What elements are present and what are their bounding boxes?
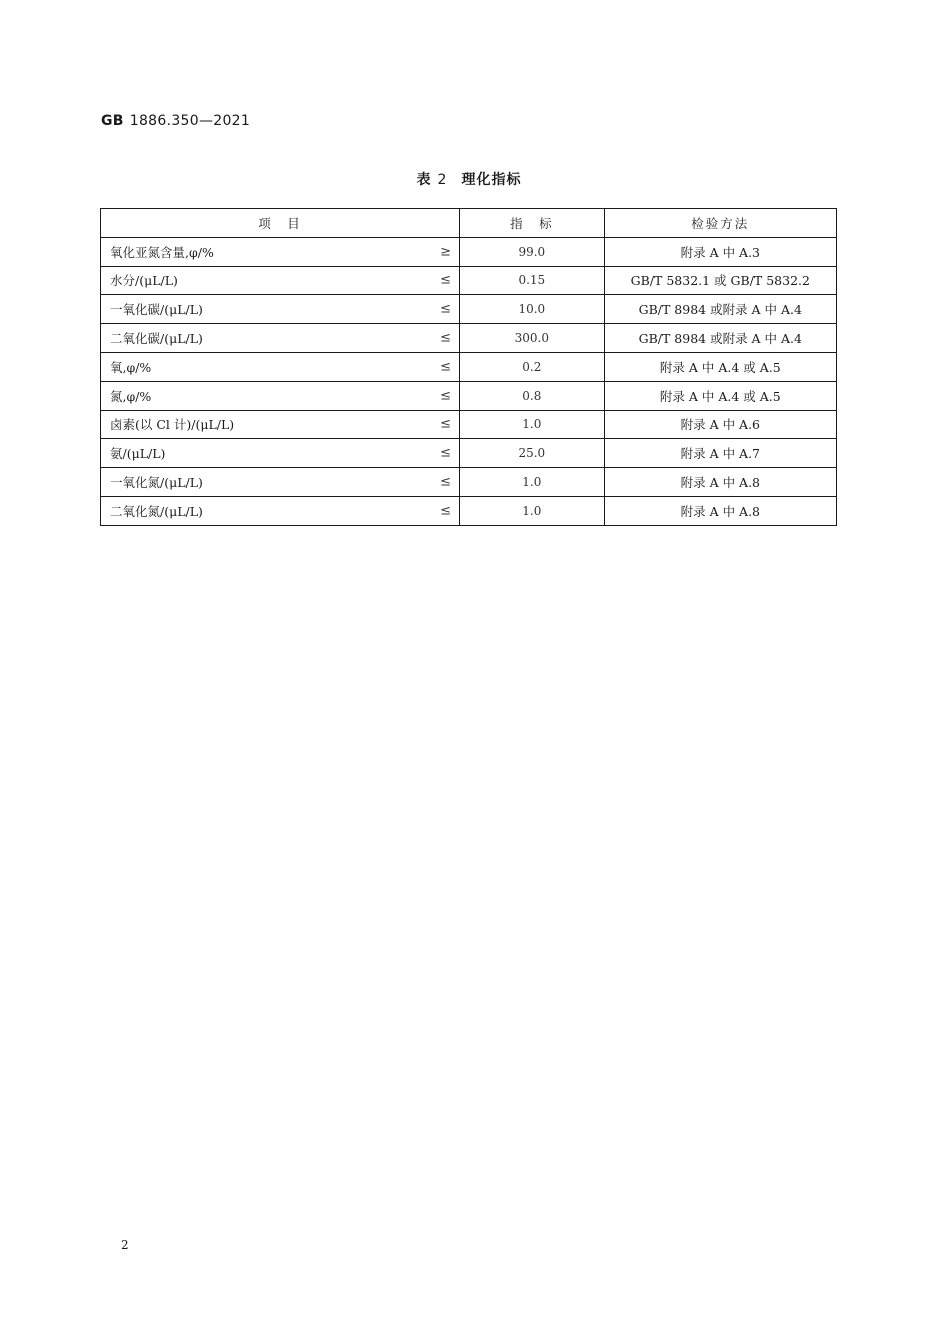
table-row bbox=[101, 410, 837, 439]
table-row bbox=[101, 237, 837, 266]
row-value: 1.0 bbox=[460, 468, 605, 497]
standard-number: 1886.350—2021 bbox=[129, 113, 251, 129]
table-title bbox=[0, 169, 938, 189]
row-item: 氧化亚氮含量,φ/% bbox=[110, 244, 214, 260]
row-value: 10.0 bbox=[460, 295, 605, 324]
row-item-cell bbox=[101, 352, 460, 381]
row-symbol: ≥ bbox=[440, 244, 452, 260]
row-item-cell bbox=[101, 468, 460, 497]
row-symbol: ≤ bbox=[440, 388, 452, 404]
row-symbol: ≤ bbox=[440, 272, 452, 288]
table-row bbox=[101, 352, 837, 381]
row-symbol: ≤ bbox=[440, 474, 452, 490]
row-value: 0.15 bbox=[460, 266, 605, 295]
table-row bbox=[101, 439, 837, 468]
row-method: GB/T 8984 或附录 A 中 A.4 bbox=[604, 324, 836, 353]
row-method: 附录 A 中 A.8 bbox=[604, 496, 836, 525]
row-item-cell bbox=[101, 496, 460, 525]
row-method: 附录 A 中 A.4 或 A.5 bbox=[604, 352, 836, 381]
row-symbol: ≤ bbox=[440, 445, 452, 461]
row-item-cell bbox=[101, 324, 460, 353]
row-item: 水分/(μL/L) bbox=[110, 273, 178, 289]
table-row bbox=[101, 266, 837, 295]
table-title-number: 2 bbox=[437, 172, 448, 188]
row-item-cell bbox=[101, 381, 460, 410]
row-method: GB/T 5832.1 或 GB/T 5832.2 bbox=[604, 266, 836, 295]
row-item-cell bbox=[101, 295, 460, 324]
row-value: 1.0 bbox=[460, 410, 605, 439]
row-value: 0.8 bbox=[460, 381, 605, 410]
page-number: 2 bbox=[121, 1238, 129, 1252]
physicochemical-table bbox=[100, 208, 837, 526]
row-item: 氨/(μL/L) bbox=[110, 446, 166, 462]
row-value: 25.0 bbox=[460, 439, 605, 468]
header-value: 指 标 bbox=[460, 209, 605, 238]
row-method: GB/T 8984 或附录 A 中 A.4 bbox=[604, 295, 836, 324]
row-item-cell bbox=[101, 266, 460, 295]
row-item: 一氧化碳/(μL/L) bbox=[110, 302, 203, 318]
row-method: 附录 A 中 A.3 bbox=[604, 237, 836, 266]
table-row bbox=[101, 381, 837, 410]
row-value: 1.0 bbox=[460, 496, 605, 525]
table-body bbox=[101, 237, 837, 525]
row-item: 氮,φ/% bbox=[110, 388, 152, 404]
table-row bbox=[101, 496, 837, 525]
row-symbol: ≤ bbox=[440, 330, 452, 346]
row-item: 二氧化碳/(μL/L) bbox=[110, 331, 203, 347]
row-method: 附录 A 中 A.6 bbox=[604, 410, 836, 439]
table-title-text: 理化指标 bbox=[461, 172, 522, 188]
table-row bbox=[101, 295, 837, 324]
table-title-label: 表 bbox=[416, 172, 432, 188]
row-item-cell bbox=[101, 237, 460, 266]
table-row bbox=[101, 468, 837, 497]
header-item: 项 目 bbox=[101, 209, 460, 238]
row-symbol: ≤ bbox=[440, 416, 452, 432]
row-item: 二氧化氮/(μL/L) bbox=[110, 503, 203, 519]
row-method: 附录 A 中 A.8 bbox=[604, 468, 836, 497]
row-method: 附录 A 中 A.4 或 A.5 bbox=[604, 381, 836, 410]
table-header-row bbox=[101, 209, 837, 238]
standard-prefix: GB bbox=[101, 113, 124, 129]
table-row bbox=[101, 324, 837, 353]
row-value: 300.0 bbox=[460, 324, 605, 353]
header-method: 检验方法 bbox=[604, 209, 836, 238]
row-symbol: ≤ bbox=[440, 359, 452, 375]
row-item-cell bbox=[101, 410, 460, 439]
standard-code bbox=[101, 113, 250, 129]
row-symbol: ≤ bbox=[440, 503, 452, 519]
row-item: 卤素(以 Cl 计)/(μL/L) bbox=[110, 417, 235, 433]
row-item: 一氧化氮/(μL/L) bbox=[110, 475, 203, 491]
row-value: 99.0 bbox=[460, 237, 605, 266]
row-method: 附录 A 中 A.7 bbox=[604, 439, 836, 468]
row-value: 0.2 bbox=[460, 352, 605, 381]
row-item-cell bbox=[101, 439, 460, 468]
row-symbol: ≤ bbox=[440, 301, 452, 317]
row-item: 氧,φ/% bbox=[110, 359, 152, 375]
